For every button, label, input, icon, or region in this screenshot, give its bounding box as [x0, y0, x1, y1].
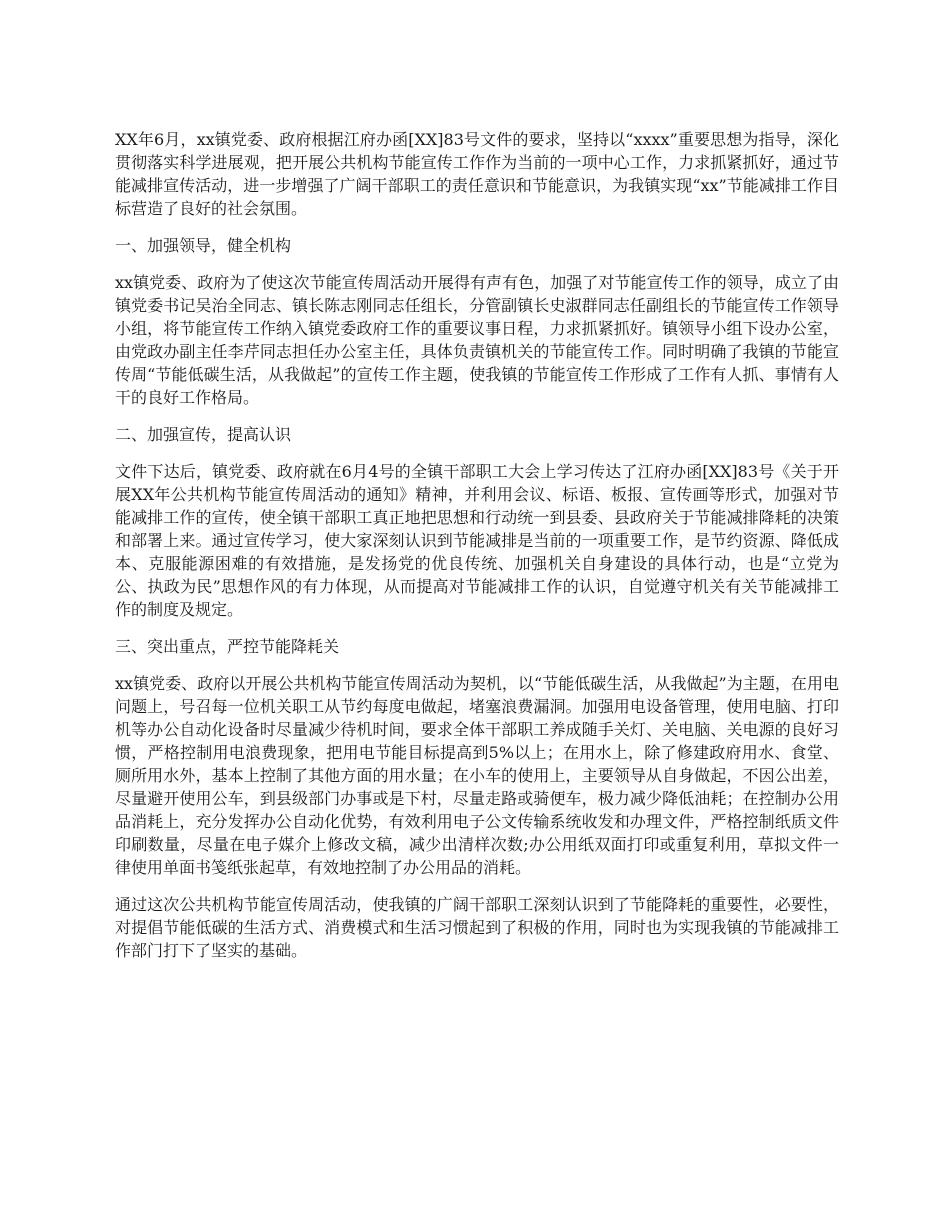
publicity-paragraph: 文件下达后，镇党委、政府就在6月4号的全镇干部职工大会上学习传达了江府办函[XX]83号《关于开展XX年公共机构节能宣传周活动的通知》精神，并利用会议、标语、板报、宣传画等形式，加强对节能减排工作的宣传，使全镇干部职工真正地把思想和行动统一到县委、县政府关于节能减排降耗的决策和部署上来。通过宣传学习，使大家深刻认识到节能减排是当前的一项重要工作，是节约资源、降低成本、克服能源困难的有效措施，是发扬党的优良传统、加强机关自身建设的具体行动，也是“立党为公、执政为民”思想作风的有力体现，从而提高对节能减排工作的认识，自觉遵守机关有关节能减排工作的制度及规定。: [115, 462, 839, 619]
intro-paragraph: XX年6月，xx镇党委、政府根据江府办函[XX]83号文件的要求，坚持以“xxxx”重要思想为指导，深化贯彻落实科学进展观，把开展公共机构节能宣传工作作为当前的一项中心工作，力求抓紧抓好，通过节能减排宣传活动，进一步增强了广阔干部职工的责任意识和节能意识，为我镇实现“xx”节能减排工作目标营造了良好的社会氛围。: [115, 130, 839, 218]
focus-paragraph: xx镇党委、政府以开展公共机构节能宣传周活动为契机，以“节能低碳生活，从我做起”为主题，在用电问题上，号召每一位机关职工从节约每度电做起，堵塞浪费漏洞。加强用电设备管理，使用电脑、打印机等办公自动化设备时尽量减少待机时间，要求全体干部职工养成随手关灯、关电脑、关电源的良好习惯，严格控制用电浪费现象，把用电节能目标提高到5%以上；在用水上，除了修建政府用水、食堂、厕所用水外，基本上控制了其他方面的用水量；在小车的使用上，主要领导从自身做起，不因公出差，尽量避开使用公车，到县级部门办事或是下村，尽量走路或骑便车，极力减少降低油耗；在控制办公用品消耗上，充分发挥办公自动化优势，有效利用电子公文传输系统收发和办理文件，严格控制纸质文件印刷数量，尽量在电子媒介上修改文稿，减少出清样次数;办公用纸双面打印或重复利用，草拟文件一律使用单面书笺纸张起草，有效地控制了办公用品的消耗。: [115, 674, 839, 877]
leadership-paragraph: xx镇党委、政府为了使这次节能宣传周活动开展得有声有色，加强了对节能宣传工作的领导，成立了由镇党委书记吴治全同志、镇长陈志刚同志任组长，分管副镇长史淑群同志任副组长的节能宣传工作领导小组，将节能宣传工作纳入镇党委政府工作的重要议事日程，力求抓紧抓好。镇领导小组下设办公室，由党政办副主任李芹同志担任办公室主任，具体负责镇机关的节能宣传工作。同时明确了我镇的节能宣传周“节能低碳生活，从我做起”的宣传工作主题，使我镇的节能宣传工作形成了工作有人抓、事情有人干的良好工作格局。: [115, 273, 839, 407]
document-body: [115, 128, 839, 976]
conclusion-paragraph: 通过这次公共机构节能宣传周活动，使我镇的广阔干部职工深刻认识到了节能降耗的重要性，必要性，对提倡节能低碳的生活方式、消费模式和生活习惯起到了积极的作用，同时也为实现我镇的节能减排工作部门打下了坚实的基础。: [115, 895, 839, 960]
section-heading-focus: 三、突出重点，严控节能降耗关: [115, 637, 340, 656]
section-heading-publicity: 二、加强宣传，提高认识: [115, 425, 292, 444]
section-heading-leadership: 一、加强领导，健全机构: [115, 236, 292, 255]
